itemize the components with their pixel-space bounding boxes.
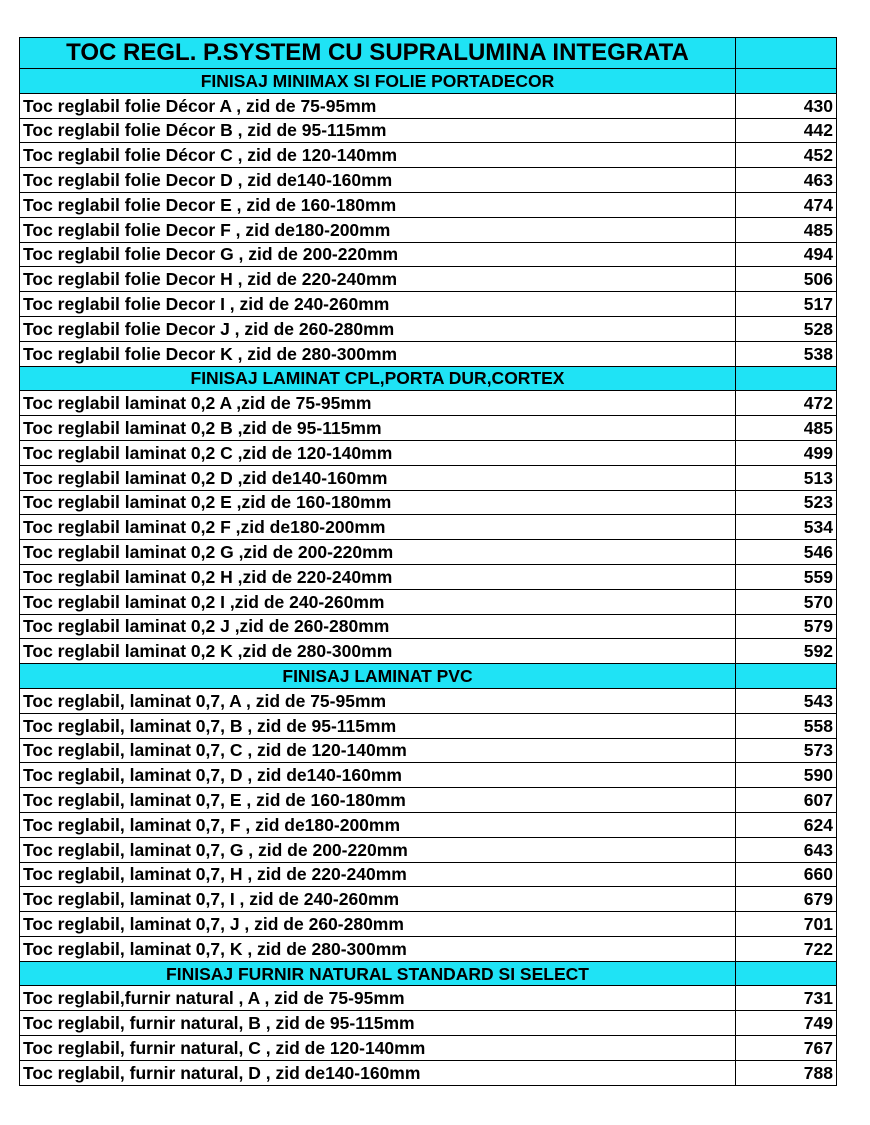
item-description: Toc reglabil laminat 0,2 G ,zid de 200-220mm xyxy=(20,540,736,565)
item-price: 590 xyxy=(736,763,837,788)
section-header: FINISAJ FURNIR NATURAL STANDARD SI SELECT xyxy=(20,961,736,986)
table-row xyxy=(20,862,837,887)
item-price: 731 xyxy=(736,986,837,1011)
title-row xyxy=(20,38,837,69)
item-description: Toc reglabil, laminat 0,7, H , zid de 220-240mm xyxy=(20,862,736,887)
item-description: Toc reglabil laminat 0,2 F ,zid de180-200mm xyxy=(20,515,736,540)
item-price: 767 xyxy=(736,1036,837,1061)
item-description: Toc reglabil, laminat 0,7, D , zid de140-160mm xyxy=(20,763,736,788)
table-row xyxy=(20,912,837,937)
page-title: TOC REGL. P.SYSTEM CU SUPRALUMINA INTEGRATA xyxy=(20,38,736,69)
item-description: Toc reglabil folie Décor C , zid de 120-140mm xyxy=(20,143,736,168)
table-row xyxy=(20,118,837,143)
table-row xyxy=(20,936,837,961)
table-row xyxy=(20,490,837,515)
item-price: 749 xyxy=(736,1011,837,1036)
item-price: 523 xyxy=(736,490,837,515)
item-price: 513 xyxy=(736,465,837,490)
item-price: 559 xyxy=(736,564,837,589)
table-row xyxy=(20,93,837,118)
item-description: Toc reglabil laminat 0,2 I ,zid de 240-260mm xyxy=(20,589,736,614)
item-description: Toc reglabil, laminat 0,7, G , zid de 200-220mm xyxy=(20,837,736,862)
item-description: Toc reglabil laminat 0,2 C ,zid de 120-140mm xyxy=(20,440,736,465)
item-price: 679 xyxy=(736,887,837,912)
item-price: 538 xyxy=(736,341,837,366)
title-empty-cell xyxy=(736,38,837,69)
table-row xyxy=(20,217,837,242)
table-row xyxy=(20,614,837,639)
item-price: 474 xyxy=(736,192,837,217)
item-description: Toc reglabil laminat 0,2 E ,zid de 160-180mm xyxy=(20,490,736,515)
item-description: Toc reglabil folie Décor A , zid de 75-95mm xyxy=(20,93,736,118)
table-row xyxy=(20,1060,837,1085)
section-header: FINISAJ LAMINAT PVC xyxy=(20,664,736,689)
section-header-row xyxy=(20,664,837,689)
table-row xyxy=(20,192,837,217)
section-header-empty-cell xyxy=(736,366,837,391)
table-row xyxy=(20,1011,837,1036)
table-row xyxy=(20,688,837,713)
section-header: FINISAJ MINIMAX SI FOLIE PORTADECOR xyxy=(20,69,736,94)
item-price: 624 xyxy=(736,812,837,837)
item-price: 430 xyxy=(736,93,837,118)
item-price: 485 xyxy=(736,217,837,242)
item-description: Toc reglabil, laminat 0,7, C , zid de 120-140mm xyxy=(20,738,736,763)
item-price: 558 xyxy=(736,713,837,738)
item-price: 592 xyxy=(736,639,837,664)
table-row xyxy=(20,242,837,267)
item-description: Toc reglabil folie Decor D , zid de140-160mm xyxy=(20,168,736,193)
table-row xyxy=(20,515,837,540)
item-description: Toc reglabil folie Décor B , zid de 95-115mm xyxy=(20,118,736,143)
item-description: Toc reglabil folie Decor E , zid de 160-180mm xyxy=(20,192,736,217)
section-header-row xyxy=(20,69,837,94)
section-header-row xyxy=(20,366,837,391)
table-row xyxy=(20,168,837,193)
table-row xyxy=(20,465,837,490)
table-row xyxy=(20,341,837,366)
item-description: Toc reglabil folie Decor J , zid de 260-280mm xyxy=(20,316,736,341)
item-description: Toc reglabil folie Decor K , zid de 280-300mm xyxy=(20,341,736,366)
item-price: 452 xyxy=(736,143,837,168)
item-description: Toc reglabil, laminat 0,7, I , zid de 240-260mm xyxy=(20,887,736,912)
table-row xyxy=(20,887,837,912)
item-description: Toc reglabil laminat 0,2 D ,zid de140-160mm xyxy=(20,465,736,490)
table-row xyxy=(20,812,837,837)
item-description: Toc reglabil,furnir natural , A , zid de 75-95mm xyxy=(20,986,736,1011)
item-description: Toc reglabil laminat 0,2 A ,zid de 75-95mm xyxy=(20,391,736,416)
table-row xyxy=(20,540,837,565)
item-description: Toc reglabil, laminat 0,7, K , zid de 280-300mm xyxy=(20,936,736,961)
table-row xyxy=(20,788,837,813)
table-row xyxy=(20,391,837,416)
table-row xyxy=(20,267,837,292)
table-row xyxy=(20,143,837,168)
item-price: 660 xyxy=(736,862,837,887)
item-description: Toc reglabil laminat 0,2 J ,zid de 260-280mm xyxy=(20,614,736,639)
item-description: Toc reglabil, laminat 0,7, F , zid de180-200mm xyxy=(20,812,736,837)
section-header: FINISAJ LAMINAT CPL,PORTA DUR,CORTEX xyxy=(20,366,736,391)
table-row xyxy=(20,416,837,441)
item-price: 517 xyxy=(736,292,837,317)
item-price: 701 xyxy=(736,912,837,937)
table-row xyxy=(20,713,837,738)
item-price: 463 xyxy=(736,168,837,193)
section-header-empty-cell xyxy=(736,664,837,689)
section-header-empty-cell xyxy=(736,961,837,986)
item-price: 499 xyxy=(736,440,837,465)
item-price: 494 xyxy=(736,242,837,267)
item-description: Toc reglabil folie Decor I , zid de 240-260mm xyxy=(20,292,736,317)
item-price: 543 xyxy=(736,688,837,713)
item-description: Toc reglabil, furnir natural, B , zid de 95-115mm xyxy=(20,1011,736,1036)
table-row xyxy=(20,292,837,317)
table-row xyxy=(20,763,837,788)
item-price: 607 xyxy=(736,788,837,813)
item-description: Toc reglabil, furnir natural, C , zid de 120-140mm xyxy=(20,1036,736,1061)
item-description: Toc reglabil folie Decor H , zid de 220-240mm xyxy=(20,267,736,292)
item-description: Toc reglabil laminat 0,2 K ,zid de 280-300mm xyxy=(20,639,736,664)
item-description: Toc reglabil, laminat 0,7, J , zid de 260-280mm xyxy=(20,912,736,937)
section-header-row xyxy=(20,961,837,986)
item-price: 579 xyxy=(736,614,837,639)
section-header-empty-cell xyxy=(736,69,837,94)
table-row xyxy=(20,589,837,614)
item-price: 722 xyxy=(736,936,837,961)
item-price: 472 xyxy=(736,391,837,416)
item-price: 442 xyxy=(736,118,837,143)
table-row xyxy=(20,738,837,763)
item-price: 506 xyxy=(736,267,837,292)
item-price: 643 xyxy=(736,837,837,862)
item-description: Toc reglabil laminat 0,2 B ,zid de 95-115mm xyxy=(20,416,736,441)
item-description: Toc reglabil folie Decor G , zid de 200-220mm xyxy=(20,242,736,267)
item-price: 534 xyxy=(736,515,837,540)
table-row xyxy=(20,564,837,589)
table-row xyxy=(20,837,837,862)
item-description: Toc reglabil laminat 0,2 H ,zid de 220-240mm xyxy=(20,564,736,589)
table-row xyxy=(20,1036,837,1061)
item-description: Toc reglabil folie Decor F , zid de180-200mm xyxy=(20,217,736,242)
item-description: Toc reglabil, laminat 0,7, B , zid de 95-115mm xyxy=(20,713,736,738)
price-table xyxy=(19,37,837,1086)
item-price: 485 xyxy=(736,416,837,441)
item-description: Toc reglabil, laminat 0,7, E , zid de 160-180mm xyxy=(20,788,736,813)
item-price: 573 xyxy=(736,738,837,763)
table-row xyxy=(20,639,837,664)
item-price: 570 xyxy=(736,589,837,614)
item-price: 546 xyxy=(736,540,837,565)
item-description: Toc reglabil, laminat 0,7, A , zid de 75-95mm xyxy=(20,688,736,713)
item-price: 528 xyxy=(736,316,837,341)
item-description: Toc reglabil, furnir natural, D , zid de140-160mm xyxy=(20,1060,736,1085)
table-row xyxy=(20,440,837,465)
item-price: 788 xyxy=(736,1060,837,1085)
table-row xyxy=(20,986,837,1011)
table-row xyxy=(20,316,837,341)
